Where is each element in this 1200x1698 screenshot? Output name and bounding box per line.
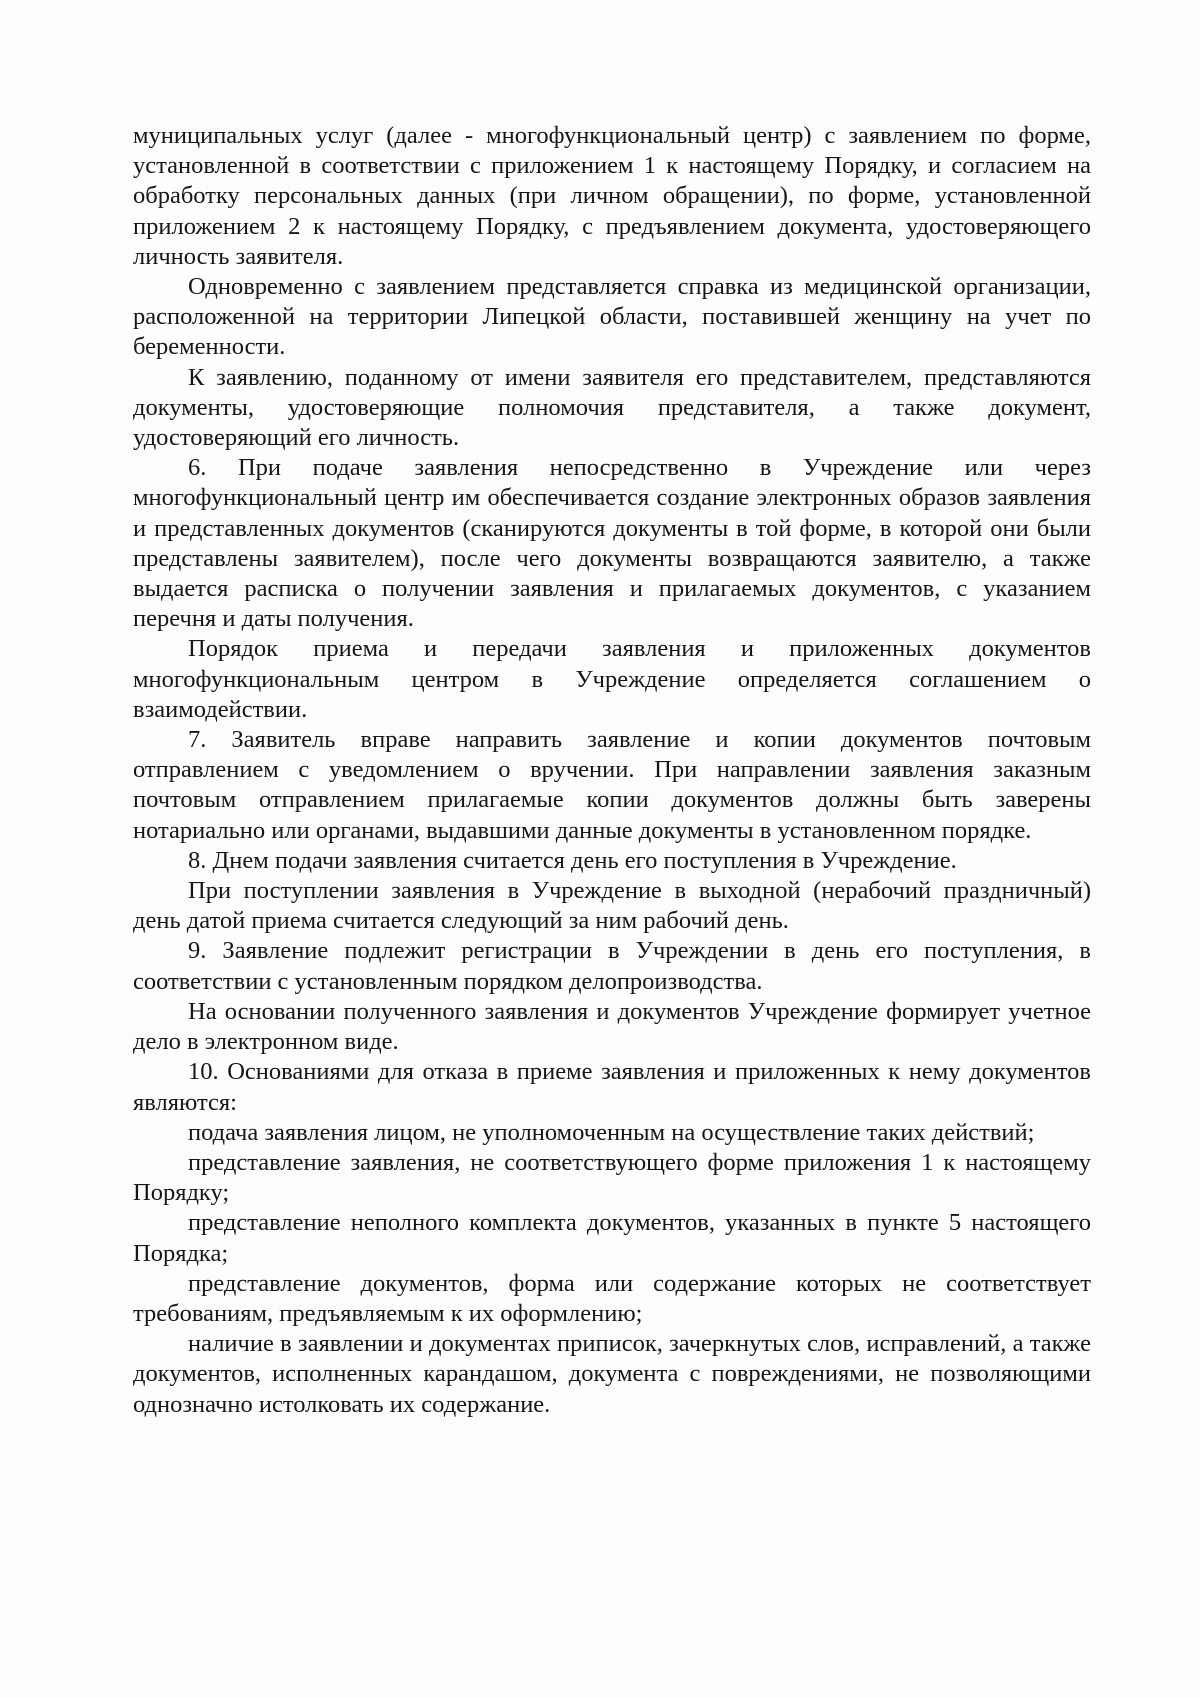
paragraph-14: представление неполного комплекта документов, указанных в пункте 5 настоящего Порядка; [133, 1209, 1091, 1267]
paragraph-4: 6. При подаче заявления непосредственно в Учреждение или через многофункциональный центр им обеспечивается создание электронных образов заявления и представленных документов (сканируются документы в той форме, в которой они были представлены заявителем), после чего документы возвращаются заявителю, а также выдается расписка о получении заявления и прилагаемых документов, с указанием перечня и даты получения. [133, 454, 1091, 633]
paragraph-16: наличие в заявлении и документах приписок, зачеркнутых слов, исправлений, а также документов, исполненных карандашом, документа с повреждениями, не позволяющими однозначно истолковать их содержание. [133, 1330, 1091, 1418]
paragraph-13: представление заявления, не соответствующего форме приложения 1 к настоящему Порядку; [133, 1148, 1091, 1207]
paragraph-7: 8. Днем подачи заявления считается день его поступления в Учреждение. [188, 846, 957, 874]
paragraph-12: подача заявления лицом, не уполномоченным на осуществление таких действий; [188, 1118, 1035, 1146]
paragraph-1: муниципальных услуг (далее - многофункциональный центр) с заявлением по форме, установленной в соответствии с приложением 1 к настоящему Порядку, и согласием на обработку персональных данных (при личном обращении), по форме, установленной приложением 2 к настоящему Порядку, с предъявлением документа, удостоверяющего личность заявителя. [133, 122, 1091, 270]
document-body [133, 121, 1091, 1420]
paragraph-9: 9. Заявление подлежит регистрации в Учреждении в день его поступления, в соответствии с установленным порядком делопроизводства. [133, 937, 1091, 995]
paragraph-10: На основании полученного заявления и документов Учреждение формирует учетное дело в электронном виде. [133, 997, 1091, 1056]
paragraph-8: При поступлении заявления в Учреждение в выходной (нерабочий праздничный) день датой приема считается следующий за ним рабочий день. [133, 877, 1091, 935]
paragraph-11: 10. Основаниями для отказа в приеме заявления и приложенных к нему документов являются: [133, 1058, 1091, 1116]
paragraph-6: 7. Заявитель вправе направить заявление и копии документов почтовым отправлением с уведомлением о вручении. При направлении заявления заказным почтовым отправлением прилагаемые копии документов должны быть заверены нотариально или органами, выдавшими данные документы в установленном порядке. [133, 726, 1091, 844]
paragraph-3: К заявлению, поданному от имени заявителя его представителем, представляются документы, удостоверяющие полномочия представителя, а также документ, удостоверяющий его личность. [133, 363, 1091, 452]
paragraph-2: Одновременно с заявлением представляется справка из медицинской организации, расположенной на территории Липецкой области, поставившей женщину на учет по беременности. [133, 273, 1091, 361]
paragraph-15: представление документов, форма или содержание которых не соответствует требованиям, предъявляемым к их оформлению; [133, 1269, 1091, 1327]
paragraph-5: Порядок приема и передачи заявления и приложенных документов многофункциональным центром в Учреждение определяется соглашением о взаимодействии. [133, 635, 1091, 723]
